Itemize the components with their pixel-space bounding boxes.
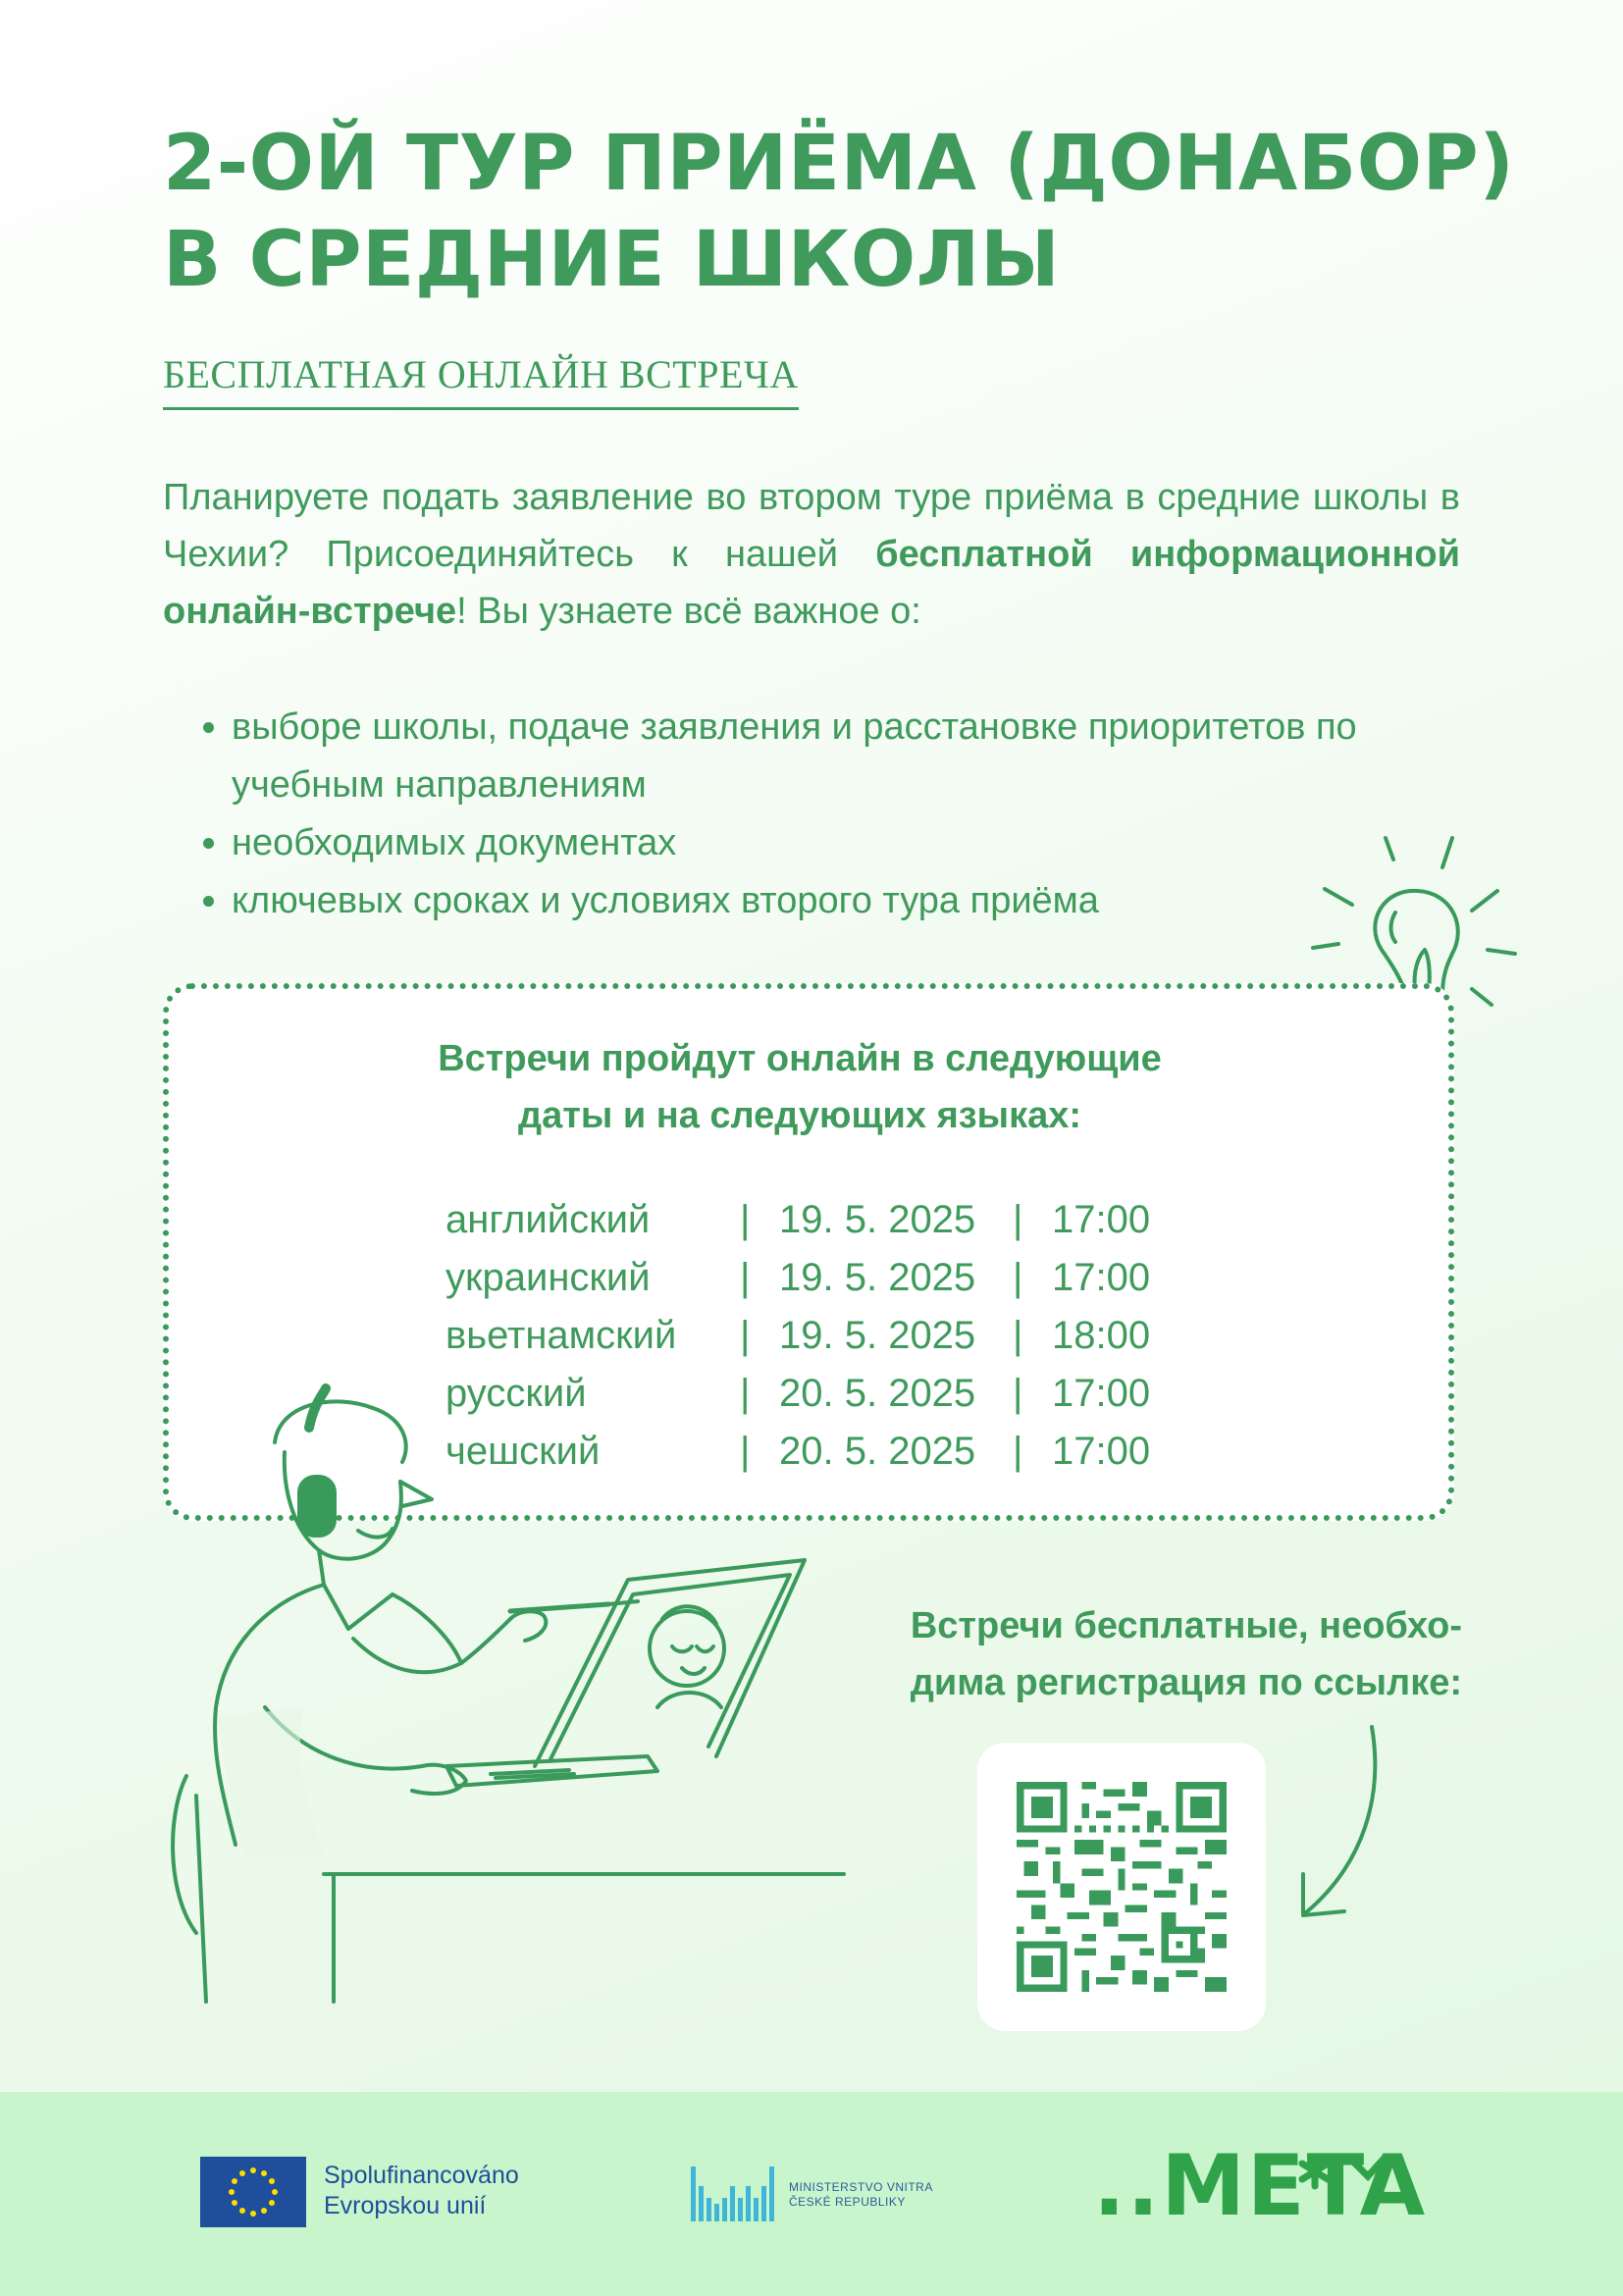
language-cell: украинский bbox=[445, 1256, 651, 1299]
eu-line-2: Evropskou unií bbox=[324, 2192, 487, 2219]
table-row bbox=[445, 1249, 1170, 1307]
separator: | bbox=[1013, 1314, 1023, 1357]
ministry-label bbox=[789, 2180, 933, 2210]
registration-line-2: дима регистрация по ссылке: bbox=[910, 1662, 1462, 1703]
intro-text-before: Планируете подать заявление во втором туре приёма в средние школы в Чехии? Присоединяйтесь к нашей bbox=[163, 477, 1460, 575]
meta-logo: ..META bbox=[1093, 2137, 1428, 2235]
date-cell: 19. 5. 2025 bbox=[779, 1256, 976, 1299]
separator: | bbox=[740, 1430, 751, 1473]
topic-item: • необходимых документах bbox=[232, 814, 1507, 872]
topic-item: • ключевых сроках и условиях второго тура приёма bbox=[232, 872, 1507, 930]
table-row bbox=[445, 1307, 1170, 1365]
separator: | bbox=[740, 1372, 751, 1415]
qr-code[interactable] bbox=[1017, 1782, 1227, 1992]
time-cell: 17:00 bbox=[1052, 1256, 1151, 1299]
language-cell: английский bbox=[445, 1198, 651, 1241]
separator: | bbox=[1013, 1372, 1023, 1415]
date-cell: 19. 5. 2025 bbox=[779, 1314, 976, 1357]
intro-paragraph bbox=[163, 469, 1460, 640]
table-row bbox=[445, 1191, 1170, 1249]
date-cell: 20. 5. 2025 bbox=[779, 1372, 976, 1415]
separator: | bbox=[1013, 1256, 1023, 1299]
language-cell: русский bbox=[445, 1372, 587, 1415]
ministry-line-1: MINISTERSTVO VNITRA bbox=[789, 2180, 933, 2194]
separator: | bbox=[740, 1256, 751, 1299]
title-line-2: В СРЕДНИЕ ШКОЛЫ bbox=[163, 216, 1061, 304]
intro-text-after: ! Вы узнаете всё важное о: bbox=[456, 591, 921, 632]
time-cell: 17:00 bbox=[1052, 1372, 1151, 1415]
date-cell: 19. 5. 2025 bbox=[779, 1198, 976, 1241]
schedule-heading bbox=[393, 1030, 1207, 1144]
time-cell: 17:00 bbox=[1052, 1430, 1151, 1473]
registration-line-1: Встречи бесплатные, необхо- bbox=[910, 1605, 1462, 1646]
schedule-heading-line-2: даты и на следующих языках: bbox=[517, 1095, 1082, 1136]
subtitle: БЕСПЛАТНАЯ ОНЛАЙН ВСТРЕЧА bbox=[163, 351, 799, 410]
title-line-1: 2-ОЙ ТУР ПРИЁМА (ДОНАБОР) bbox=[163, 120, 1515, 208]
schedule-heading-line-1: Встречи пройдут онлайн в следующие bbox=[438, 1038, 1162, 1079]
ministry-line-2: ČESKÉ REPUBLIKY bbox=[789, 2195, 906, 2209]
separator: | bbox=[1013, 1198, 1023, 1241]
time-cell: 17:00 bbox=[1052, 1198, 1151, 1241]
intro-bold-text: бесплатной информационной онлайн-встрече bbox=[163, 534, 1460, 632]
person-at-laptop-illustration bbox=[108, 1383, 854, 2011]
separator: | bbox=[740, 1198, 751, 1241]
eu-line-1: Spolufinancováno bbox=[324, 2162, 519, 2189]
date-cell: 20. 5. 2025 bbox=[779, 1430, 976, 1473]
topic-item: • выборе школы, подаче заявления и расстановке приоритетов по учебным направлениям bbox=[232, 699, 1507, 814]
time-cell: 18:00 bbox=[1052, 1314, 1151, 1357]
registration-note bbox=[873, 1597, 1462, 1711]
language-cell: вьетнамский bbox=[445, 1314, 677, 1357]
meta-asterisk-icon bbox=[1293, 2151, 1395, 2194]
eu-cofunding-label bbox=[324, 2161, 519, 2221]
language-cell: чешский bbox=[445, 1430, 601, 1473]
ministry-logo-icon bbox=[689, 2159, 777, 2227]
eu-flag-icon bbox=[200, 2157, 306, 2227]
separator: | bbox=[1013, 1430, 1023, 1473]
page-title bbox=[163, 116, 1537, 308]
separator: | bbox=[740, 1314, 751, 1357]
arrow-down-icon bbox=[1276, 1717, 1393, 1933]
